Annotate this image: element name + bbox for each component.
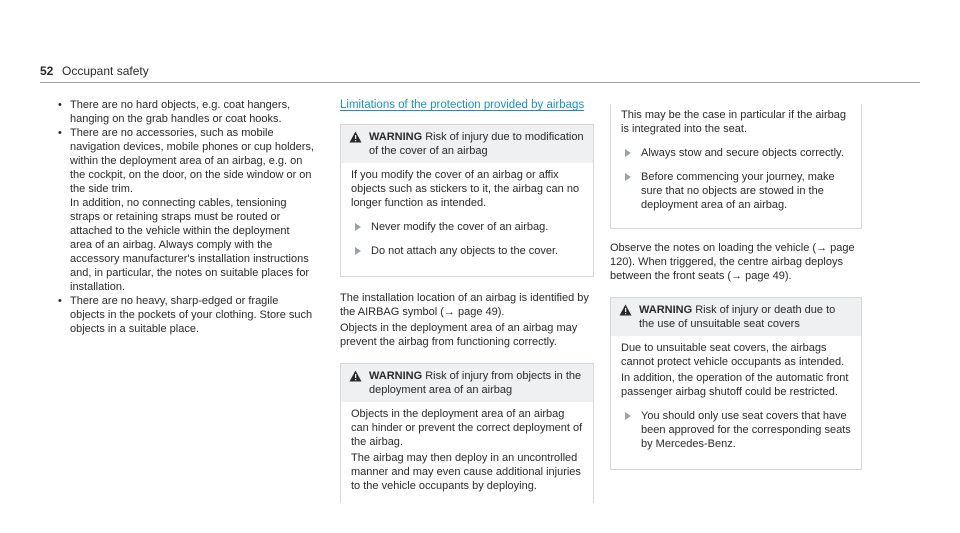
warning-body: If you modify the cover of an airbag or affix objects such as stickers to it, the airbag can no longer function as intended. Never modify the cover of an airbag. Do not attach any objects to the cover. [341, 163, 593, 276]
instruction-step: Never modify the cover of an airbag. [351, 220, 583, 234]
warning-triangle-icon [619, 303, 639, 331]
warning-label: WARNING [639, 304, 693, 316]
section-title: Limitations of the protection provided by airbags [340, 99, 585, 111]
warning-label: WARNING [369, 131, 423, 143]
list-item: • There are no hard objects, e.g. coat hangers, hanging on the grab handles or coat hooks. [58, 98, 314, 126]
instruction-list [621, 409, 851, 451]
warning-body: Objects in the deployment area of an airbag can hinder or prevent the correct deployment of the airbag. The airbag may then deploy in an uncontrolled manner and may even cause additional injuries to the vehicle occupants by deploying. [351, 408, 583, 492]
column-middle [340, 98, 594, 513]
list-item-extra: In addition, no connecting cables, tensioning straps or retaining straps must be routed or attached to the vehicle within the deployment area of an airbag. Always comply with the accessory manufacturer's installation instructions and, in particular, the notes on suitable places for installation. [70, 197, 310, 293]
warning-box [340, 124, 594, 277]
warning-title: Risk of injury from objects in the deployment area of an airbag [369, 370, 582, 396]
warning-triangle-icon [349, 369, 369, 397]
warning-label: WARNING [369, 370, 423, 382]
warning-body: Due to unsuitable seat covers, the airbags cannot protect vehicle occupants as intended. In addition, the operation of the automatic front passenger airbag shutoff could be restricted. You should only use seat covers that have been approved for the corresponding seats by Mercedes-Benz. [621, 342, 851, 450]
column-right [610, 104, 862, 480]
instruction-step: Always stow and secure objects correctly. [621, 146, 851, 160]
header-divider [40, 82, 920, 83]
instruction-step: Before commencing your journey, make sure that no objects are stowed in the deployment area of an airbag. [621, 170, 851, 212]
warning-triangle-icon [349, 130, 369, 158]
warning-header [341, 364, 593, 402]
warning-box-continued: This may be the case in particular if the airbag is integrated into the seat. Always stow and secure objects correctly. Before commencing your journey, make sure that no objects are stowed in the deployment area of an airbag. [610, 104, 862, 229]
warning-box [610, 297, 862, 470]
warning-header [611, 298, 861, 336]
instruction-list [621, 146, 851, 212]
warning-title: Risk of injury due to modification of the cover of an airbag [369, 131, 584, 157]
body-text: The installation location of an airbag is identified by the AIRBAG symbol (→ page 49). Objects in the deployment area of an airbag may prevent the airbag from functioning correctly. [340, 292, 589, 348]
bullet-list [58, 98, 314, 336]
warning-box [340, 363, 594, 503]
instruction-list [351, 220, 583, 258]
page-section-title: Occupant safety [62, 64, 149, 78]
column-left [58, 98, 314, 336]
instruction-step: You should only use seat covers that have been approved for the corresponding seats by Mercedes-Benz. [621, 409, 851, 451]
warning-title: Risk of injury or death due to the use of unsuitable seat covers [639, 304, 836, 330]
list-item: • There are no heavy, sharp-edged or fragile objects in the pockets of your clothing. Store such objects in a suitable place. [58, 294, 314, 336]
instruction-step: Do not attach any objects to the cover. [351, 244, 583, 258]
list-item: • There are no accessories, such as mobile navigation devices, mobile phones or cup holders, within the deployment area of an airbag, e.g. on the cockpit, on the door, on the side window or on the side trim. In addition, no connecting cables, tensioning straps or retaining straps must be routed or attached to the vehicle within the deployment area of an airbag. Always comply with the accessory manufacturer's installation instructions and, in particular, the notes on suitable places for installation. [58, 126, 314, 294]
body-text: Observe the notes on loading the vehicle (→ page 120). When triggered, the centre airbag deploys between the front seats (→ page 49). [610, 242, 855, 282]
page-number: 52 [40, 64, 54, 78]
warning-header [341, 125, 593, 163]
